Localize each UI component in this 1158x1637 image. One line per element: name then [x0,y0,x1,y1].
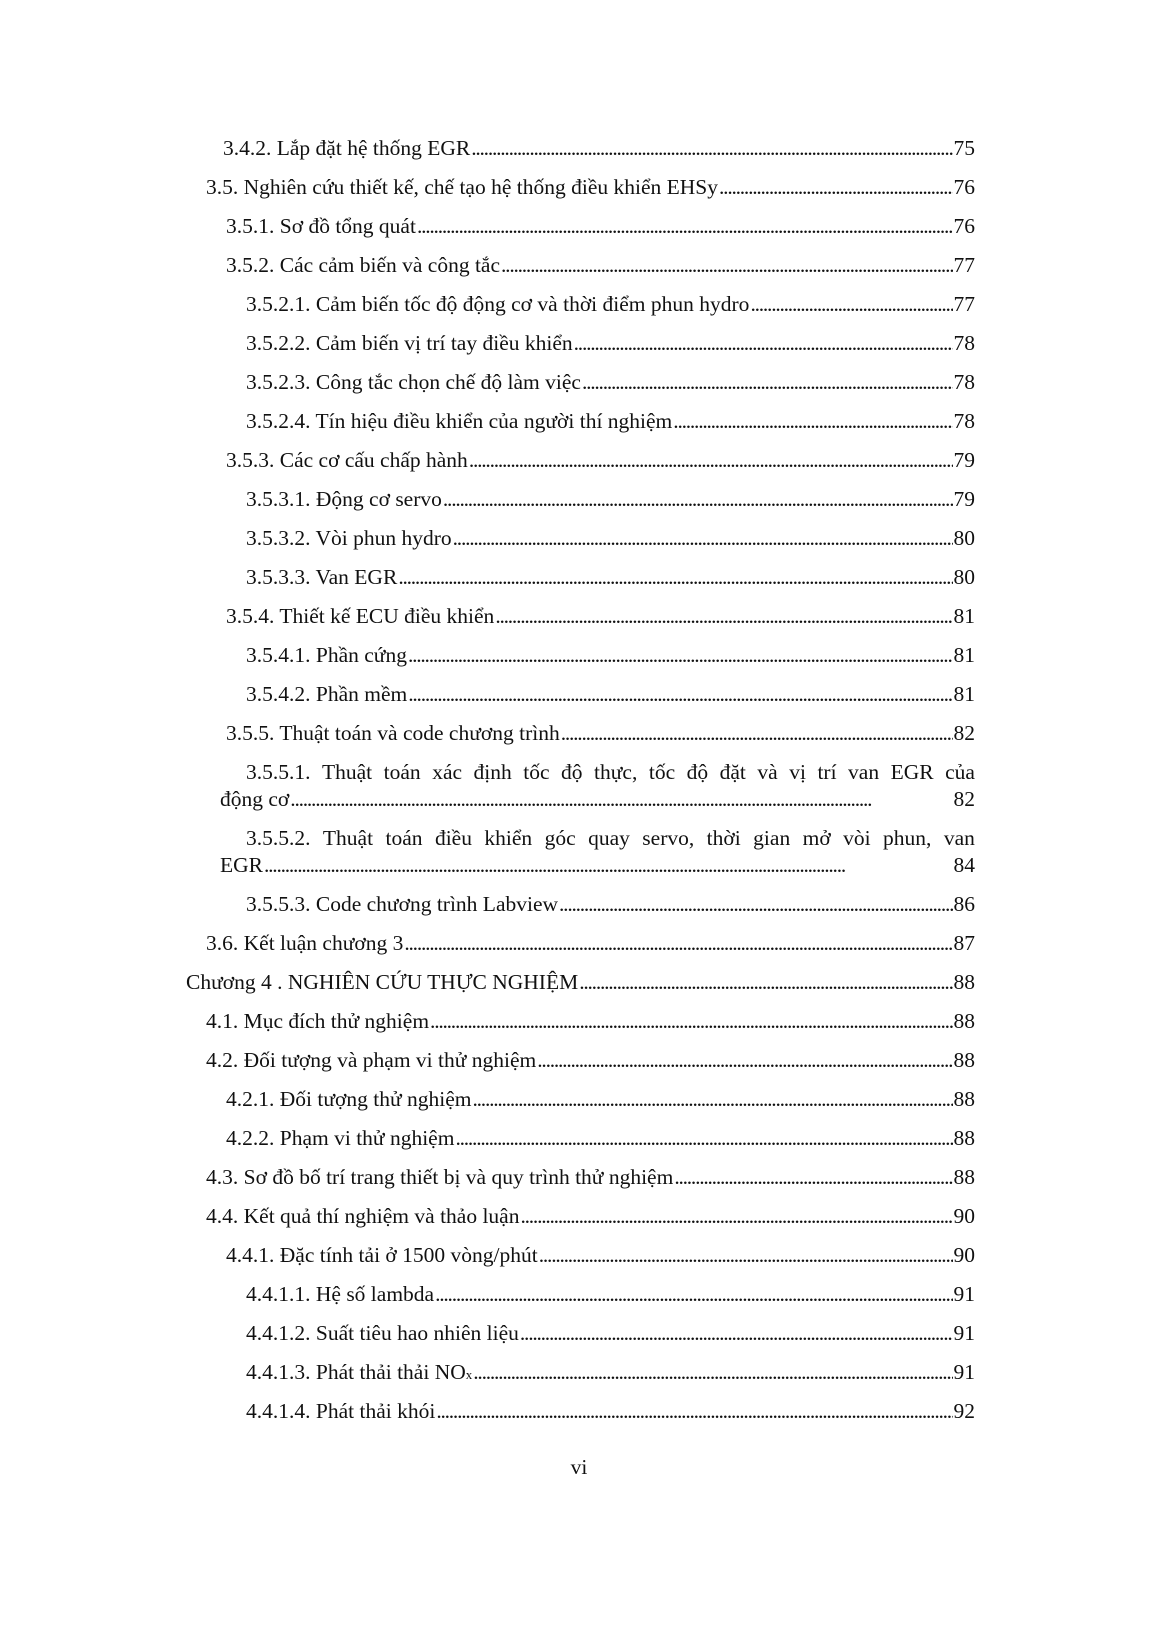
toc-page-number: 81 [953,604,975,628]
toc-entry[interactable] [226,252,975,279]
toc-entry[interactable] [226,213,975,240]
toc-entry-title-word: định [473,760,512,784]
dot-leader [443,486,953,513]
toc-page-number: 88 [953,1048,975,1072]
toc-entry-title: 4.4.1.3. Phát thải thải NO [246,1360,466,1384]
toc-entry[interactable] [246,1281,975,1308]
toc-entry-title: 3.5.1. Sơ đồ tổng quát [226,214,416,238]
toc-entry-title-word: và [757,760,778,784]
toc-page-number: 91 [953,1360,975,1384]
toc-entry-title-word: mở [802,826,831,850]
toc-entry-title: động cơ [220,787,290,811]
toc-entry[interactable] [186,969,975,996]
toc-entry[interactable] [226,1125,975,1152]
toc-page-number: 77 [953,253,975,277]
dot-leader [582,369,953,396]
toc-entry-title-word: của [945,760,975,784]
toc-entry[interactable] [246,564,975,591]
dot-leader [674,1164,952,1191]
toc-page-number: 76 [953,214,975,238]
dot-leader [430,1008,952,1035]
toc-entry-title-word: vòi [843,826,871,850]
toc-entry-title: 3.5.2.1. Cảm biến tốc độ động cơ và thời điểm phun hydro [246,292,750,316]
dot-leader [264,852,953,879]
toc-page-number: 88 [953,970,975,994]
toc-entry-title: 4.2.1. Đối tượng thử nghiệm [226,1087,472,1111]
toc-page-number: 82 [953,721,975,745]
toc-entry[interactable] [226,1242,975,1269]
toc-entry-title-continuation [220,852,975,879]
toc-entry[interactable] [220,825,975,879]
subscript-x: x [465,1367,473,1382]
toc-entry-title-line [246,825,975,852]
toc-entry[interactable] [246,486,975,513]
toc-page-number: 91 [953,1321,975,1345]
toc-entry-title: 3.5.3.2. Vòi phun hydro [246,526,452,550]
dot-leader [561,720,953,747]
toc-page-number: 80 [953,565,975,589]
toc-entry-title: 3.5.3. Các cơ cấu chấp hành [226,448,468,472]
dot-leader [398,564,952,591]
dot-leader [673,408,952,435]
toc-entry[interactable] [246,1359,975,1388]
dot-leader [290,786,952,813]
toc-entry-title-word: van [943,826,975,850]
toc-entry-title-continuation [220,786,975,813]
toc-entry-title: 3.5.3.1. Động cơ servo [246,487,442,511]
toc-entry[interactable] [226,603,975,630]
dot-leader [537,1047,952,1074]
toc-page-number: 86 [953,892,975,916]
toc-entry-title-word: vị [789,760,806,784]
toc-entry[interactable] [206,1008,975,1035]
dot-leader [455,1125,952,1152]
dot-leader [539,1242,953,1269]
dot-leader [559,891,952,918]
toc-entry-title: 4.4.1. Đặc tính tải ở 1500 vòng/phút [226,1243,538,1267]
dot-leader [473,1086,953,1113]
toc-page-number: 78 [953,331,975,355]
dot-leader [520,1203,952,1230]
toc-page-number: 81 [953,643,975,667]
toc-entry-title: 4.4.1.4. Phát thải khói [246,1399,436,1423]
dot-leader [750,291,952,318]
toc-page-number: 80 [953,526,975,550]
toc-entry-title-word: tốc [523,760,550,784]
toc-entry[interactable] [206,930,975,957]
dot-leader [435,1281,952,1308]
toc-entry-title-word: Thuật [322,760,373,784]
toc-entry-title-word: gian [753,826,791,850]
toc-entry[interactable] [206,1047,975,1074]
toc-entry-title-word: trí [817,760,837,784]
dot-leader [719,174,952,201]
toc-entry[interactable] [246,681,975,708]
toc-entry-title-word: góc [544,826,576,850]
toc-entry-title: 3.5.2. Các cảm biến và công tắc [226,253,501,277]
toc-entry[interactable] [223,135,975,162]
toc-entry-title-word: độ [561,760,583,784]
toc-entry-title-word: 3.5.5.2. [246,826,311,850]
toc-entry-title-word: phun, [883,826,932,850]
toc-entry-title-word: van [848,760,880,784]
toc-page-number: 88 [953,1009,975,1033]
toc-entry-title-word: điều [434,826,472,850]
toc-entry-title: 3.5.5.3. Code chương trình Labview [246,892,559,916]
toc-entry[interactable] [206,1203,975,1230]
toc-entry-title-word: toán [385,826,423,850]
dot-leader [469,447,953,474]
toc-entry[interactable] [246,891,975,918]
toc-entry-title: 4.4.1.2. Suất tiêu hao nhiên liệu [246,1321,519,1345]
toc-entry-title-word: EGR [890,760,934,784]
toc-page-number: 79 [953,487,975,511]
toc-entry-title: 3.5.2.4. Tín hiệu điều khiển của người thí nghiệm [246,409,673,433]
toc-page-number: 78 [953,409,975,433]
dot-leader [520,1320,953,1347]
toc-entry[interactable] [246,291,975,318]
dot-leader [436,1398,952,1425]
toc-entry-title: 3.4.2. Lắp đặt hệ thống EGR [223,136,471,160]
toc-page-number: 82 [953,787,975,811]
toc-entry[interactable] [206,1164,975,1191]
toc-entry[interactable] [226,447,975,474]
toc-page-number: 78 [953,370,975,394]
toc-entry[interactable] [246,642,975,669]
toc-entry-title-word: thực, [594,760,638,784]
toc-entry-title: 3.5.4.1. Phần cứng [246,643,407,667]
toc-page-number: 81 [953,682,975,706]
dot-leader [473,1359,952,1386]
toc-page-number: 90 [953,1243,975,1267]
toc-entry[interactable] [246,1320,975,1347]
toc-entry-title: 3.5.3.3. Van EGR [246,565,398,589]
toc-entry-title: 4.2. Đối tượng và phạm vi thử nghiệm [206,1048,537,1072]
toc-entry-title-word: xác [432,760,463,784]
toc-page-number: 87 [953,931,975,955]
toc-entry-title-word: khiển [484,826,533,850]
toc-entry[interactable] [246,525,975,552]
dot-leader [453,525,953,552]
toc-page-number: 76 [953,175,975,199]
dot-leader [501,252,952,279]
toc-page-number: 88 [953,1087,975,1111]
toc-page-number: 75 [953,136,975,160]
toc-entry-title: 3.5.2.2. Cảm biến vị trí tay điều khiển [246,331,573,355]
toc-entry-title-word: đặt [719,760,746,784]
toc-entry[interactable] [246,369,975,396]
toc-entry[interactable] [226,720,975,747]
toc-page-number: 77 [953,292,975,316]
toc-entry-title: 4.4. Kết quả thí nghiệm và thảo luận [206,1204,520,1228]
toc-entry[interactable] [226,1086,975,1113]
toc-page-number: 88 [953,1126,975,1150]
toc-entry[interactable] [206,174,975,201]
toc-entry-title: 4.3. Sơ đồ bố trí trang thiết bị và quy trình thử nghiệm [206,1165,674,1189]
dot-leader [408,681,952,708]
dot-leader [404,930,952,957]
dot-leader [417,213,953,240]
toc-page-number: 92 [953,1399,975,1423]
toc-entry[interactable] [246,1398,975,1425]
toc-entry-title: 3.5.4.2. Phần mềm [246,682,408,706]
toc-page-number: 90 [953,1204,975,1228]
toc-entry-title: 3.5.5. Thuật toán và code chương trình [226,721,560,745]
toc-page-number: 84 [953,853,975,877]
toc-entry-title: 4.1. Mục đích thử nghiệm [206,1009,430,1033]
toc-entry[interactable] [246,330,975,357]
toc-entry-title-word: độ [686,760,709,784]
toc-entry-title-word: servo, [642,826,695,850]
toc-entry-title-word: toán [383,760,421,784]
toc-entry[interactable] [246,408,975,435]
page-number: vi [570,1455,588,1479]
toc-entry-title-word: Thuật [322,826,374,850]
toc-entry-title: 3.5.2.3. Công tắc chọn chế độ làm việc [246,370,581,394]
toc-entry-title: 3.5. Nghiên cứu thiết kế, chế tạo hệ thống điều khiển EHSy [206,175,719,199]
toc-entry-title: 4.2.2. Phạm vi thử nghiệm [226,1126,455,1150]
dot-leader [495,603,952,630]
toc-entry[interactable] [220,759,975,813]
toc-entry-title: EGR [220,853,263,877]
toc-entry-title-word: quay [588,826,630,850]
toc-entry-title: Chương 4 . NGHIÊN CỨU THỰC NGHIỆM [186,970,579,994]
dot-leader [471,135,952,162]
toc-entry-title: 3.5.4. Thiết kế ECU điều khiển [226,604,495,628]
toc-entry-title-word: tốc [648,760,676,784]
toc-entry-title: 3.6. Kết luận chương 3 [206,931,404,955]
toc-entry-title-word: thời [706,826,741,850]
toc-entry-title: 4.4.1.1. Hệ số lambda [246,1282,435,1306]
toc-entry-title-line [246,759,975,786]
toc-page-number: 91 [953,1282,975,1306]
dot-leader [574,330,953,357]
toc-entry-title-word: 3.5.5.1. [246,760,311,784]
dot-leader [408,642,953,669]
dot-leader [579,969,952,996]
toc-page-number: 88 [953,1165,975,1189]
toc-page-number: 79 [953,448,975,472]
